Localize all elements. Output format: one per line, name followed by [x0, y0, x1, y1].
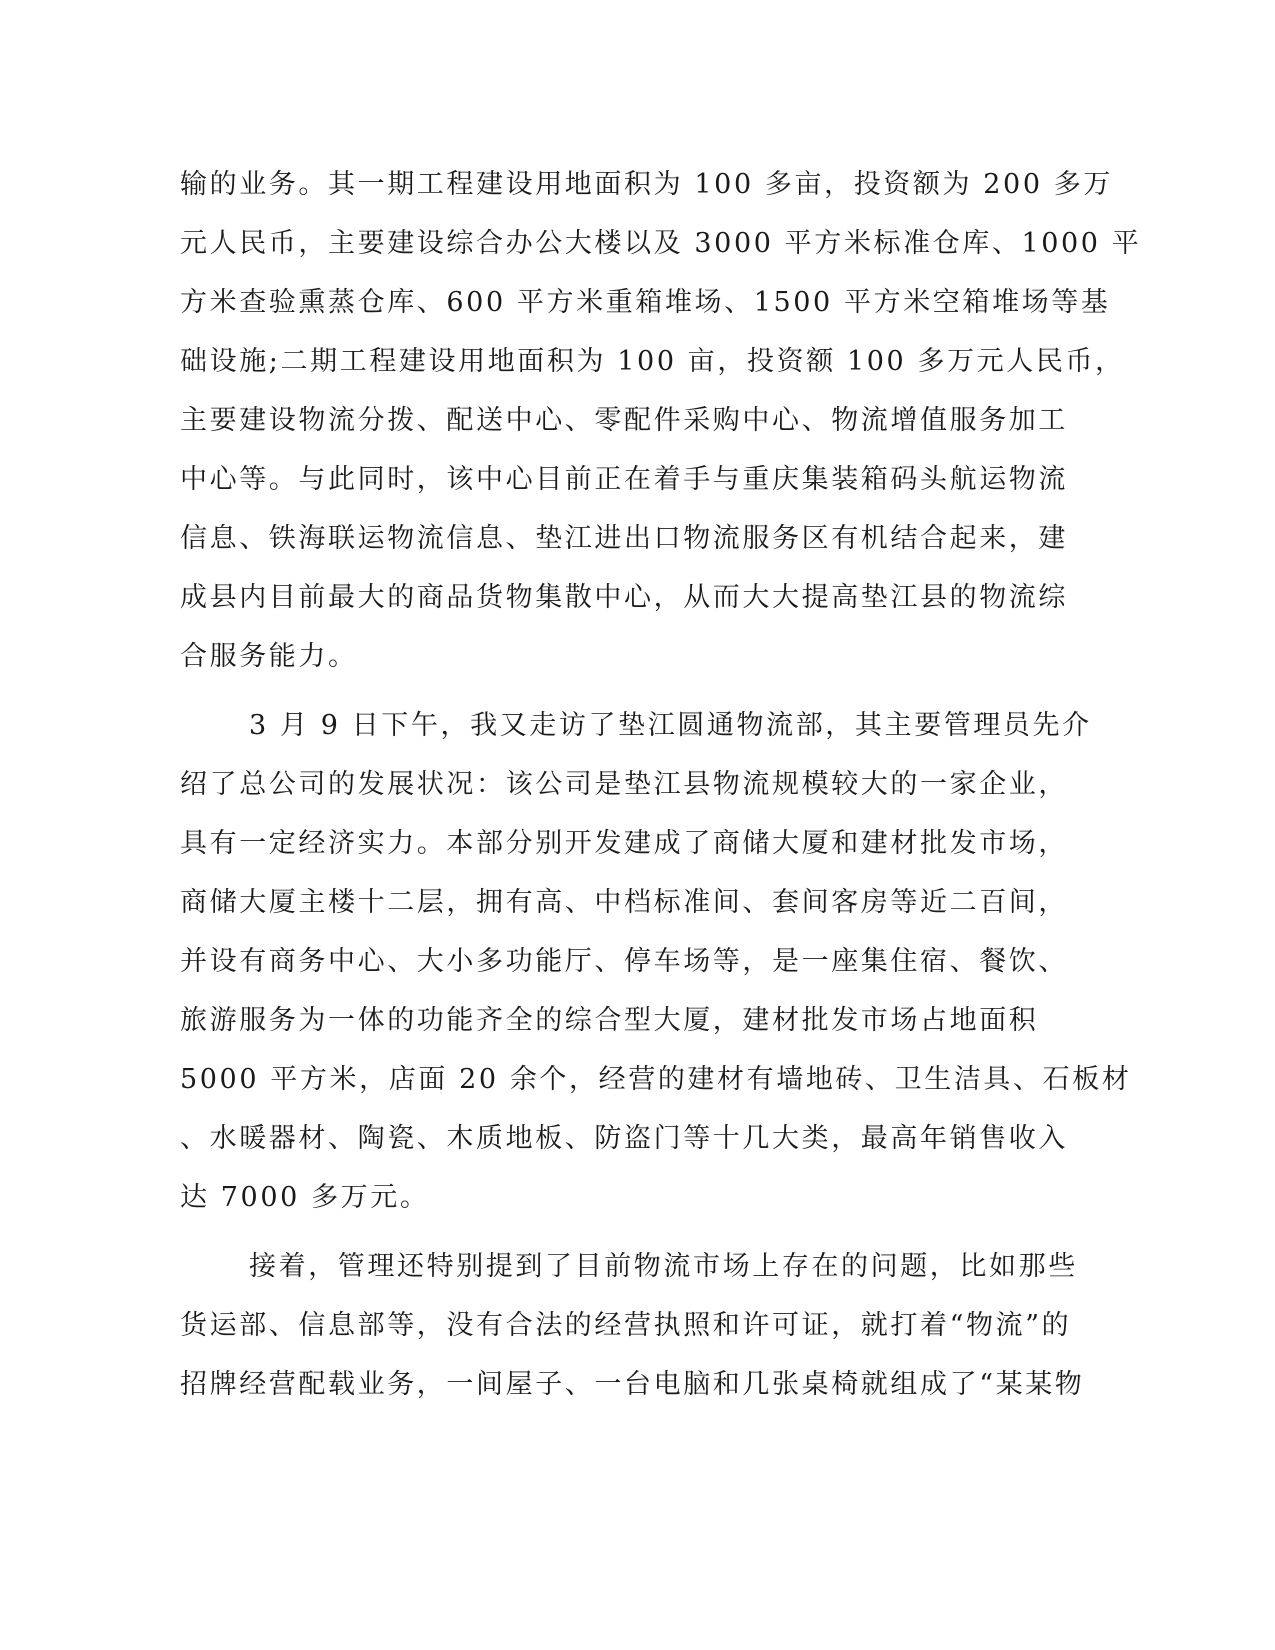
- text-line: 达 7000 多万元。: [180, 1182, 430, 1213]
- paragraph-spacer: [180, 1227, 1040, 1237]
- text-line: 输的业务。其一期工程建设用地面积为 100 多亩，投资额为 200 多万: [180, 169, 1113, 200]
- paragraph-1: [180, 155, 1142, 686]
- text-line: 主要建设物流分拨、配送中心、零配件采购中心、物流增值服务加工: [180, 405, 1068, 436]
- paragraph-2: [180, 696, 1132, 1227]
- text-line: 旅游服务为一体的功能齐全的综合型大厦，建材批发市场占地面积: [180, 1005, 1039, 1036]
- text-line: 具有一定经济实力。本部分别开发建成了商储大厦和建材批发市场，: [180, 828, 1068, 859]
- text-line: 合服务能力。: [180, 641, 358, 672]
- text-line: 商储大厦主楼十二层，拥有高、中档标准间、套间客房等近二百间，: [180, 887, 1068, 918]
- text-line: 信息、铁海联运物流信息、垫江进出口物流服务区有机结合起来，建: [180, 523, 1068, 554]
- text-line-first: 3 月 9 日下午，我又走访了垫江圆通物流部，其主要管理员先介: [249, 710, 1092, 741]
- text-line-first: 接着，管理还特别提到了目前物流市场上存在的问题，比如那些: [249, 1251, 1078, 1282]
- text-line: 绍了总公司的发展状况：该公司是垫江县物流规模较大的一家企业，: [180, 769, 1068, 800]
- text-line: 元人民币，主要建设综合办公大楼以及 3000 平方米标准仓库、1000 平: [180, 228, 1142, 259]
- text-line: 成县内目前最大的商品货物集散中心，从而大大提高垫江县的物流综: [180, 582, 1068, 613]
- text-line: 5000 平方米，店面 20 余个，经营的建材有墙地砖、卫生洁具、石板材: [180, 1064, 1132, 1095]
- paragraph-spacer: [180, 686, 1040, 696]
- text-line: 招牌经营配载业务，一间屋子、一台电脑和几张桌椅就组成了“某某物: [180, 1369, 1085, 1400]
- text-line: 方米查验熏蒸仓库、600 平方米重箱堆场、1500 平方米空箱堆场等基: [180, 287, 1111, 318]
- text-line: 货运部、信息部等，没有合法的经营执照和许可证，就打着“物流”的: [180, 1310, 1072, 1341]
- text-line: 、水暖器材、陶瓷、木质地板、防盗门等十几大类，最高年销售收入: [180, 1123, 1068, 1154]
- body-text: [180, 155, 1142, 1414]
- text-line: 中心等。与此同时，该中心目前正在着手与重庆集装箱码头航运物流: [180, 464, 1068, 495]
- text-line: 础设施;二期工程建设用地面积为 100 亩，投资额 100 多万元人民币，: [180, 346, 1125, 377]
- text-line: 并设有商务中心、大小多功能厅、停车场等，是一座集住宿、餐饮、: [180, 946, 1068, 977]
- paragraph-3: [180, 1237, 1085, 1414]
